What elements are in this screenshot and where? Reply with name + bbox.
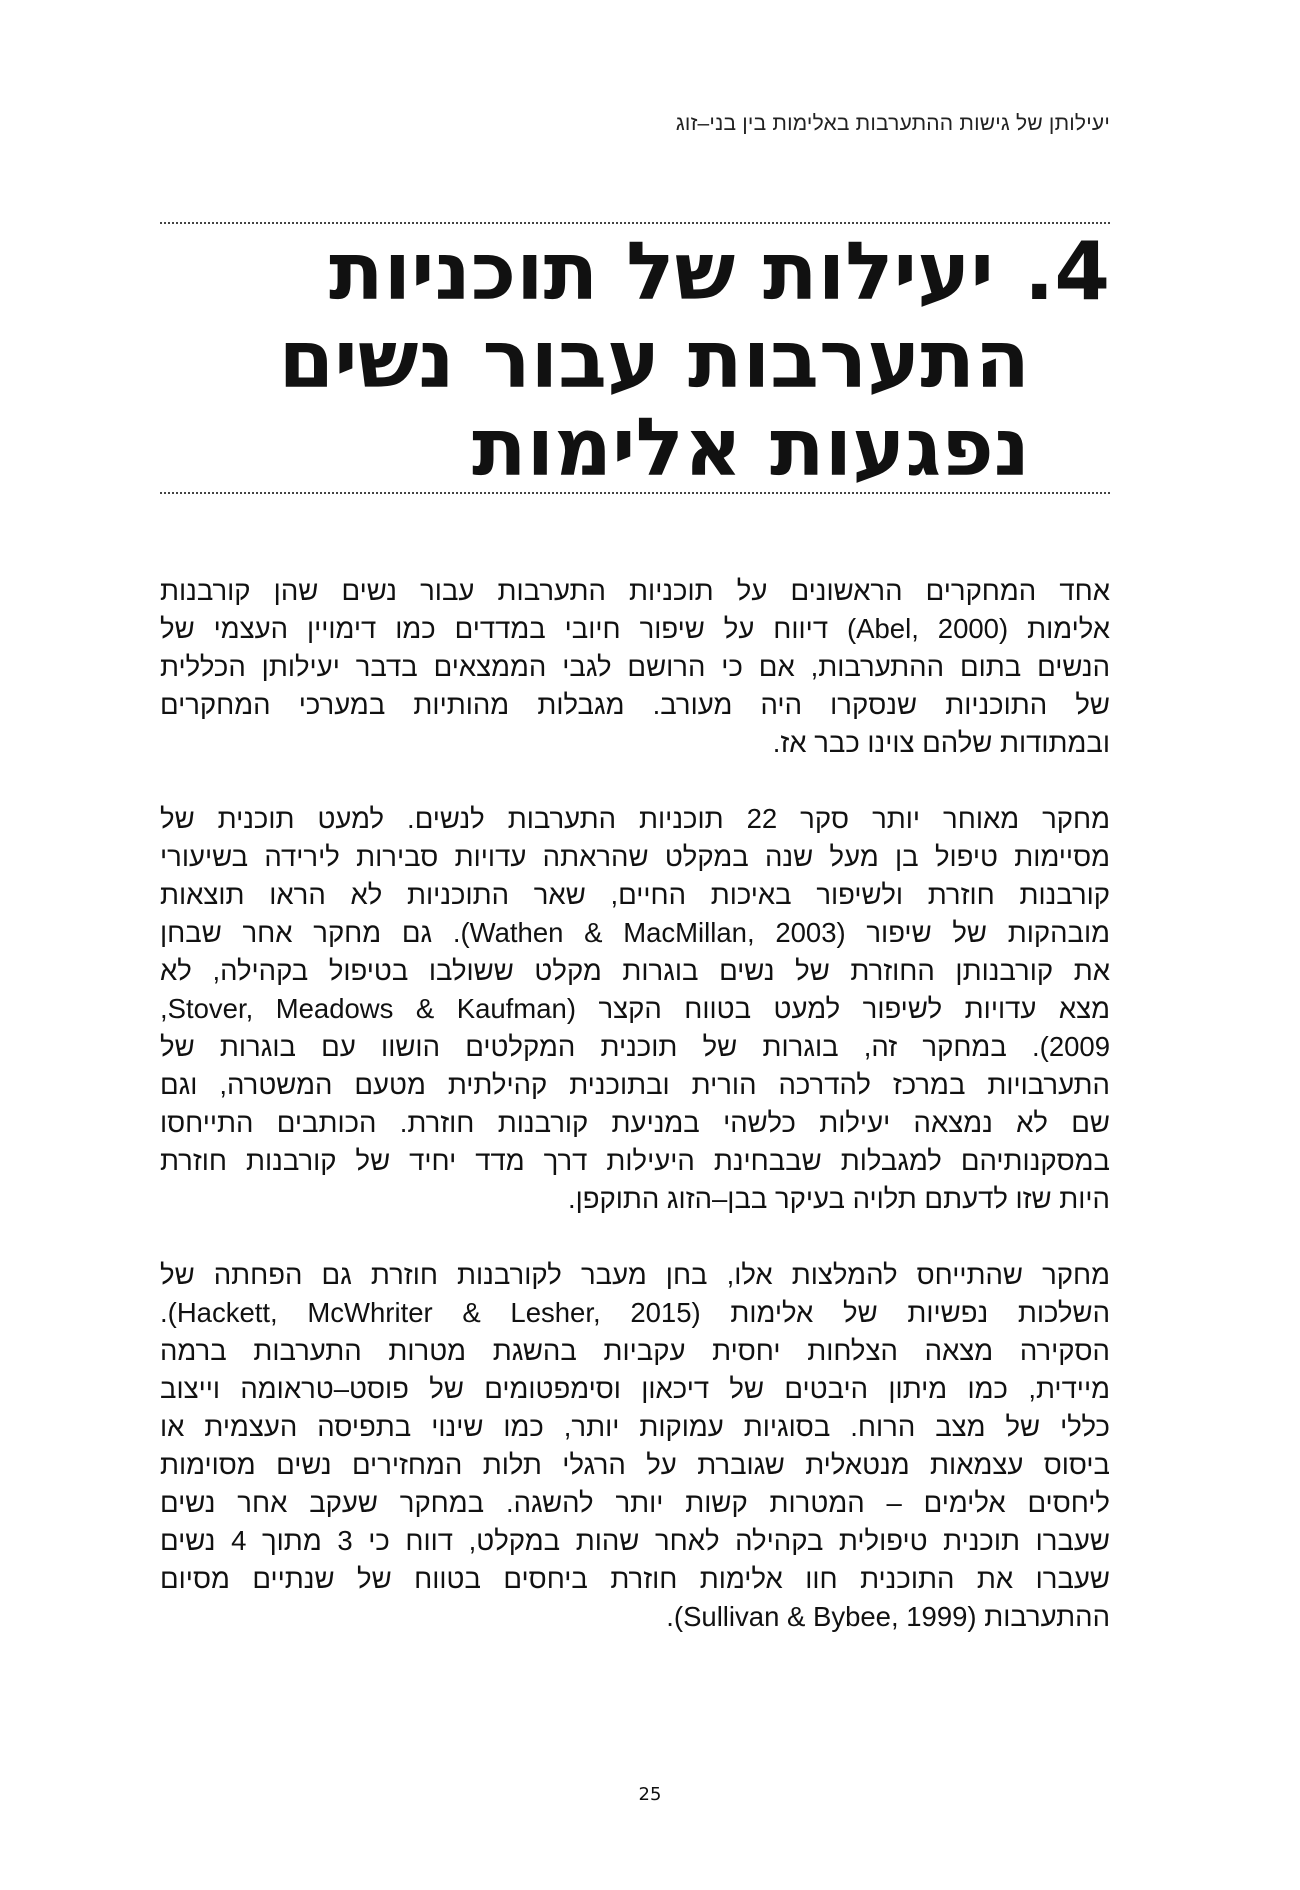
text-line: ביסוס עצמאות מנטאלית שגוברת על הרגלי תלות המחזירים נשים מסוימות bbox=[160, 1449, 1110, 1480]
text-line: כללי של מצב הרוח. בסוגיות עמוקות יותר, כמו שינוי בתפיסה העצמית או bbox=[160, 1411, 1110, 1442]
text-line: במסקנותיהם למגבלות שבבחינת היעילות דרך מדד יחיד של קורבנות חוזרת bbox=[160, 1145, 1110, 1176]
page-number: 25 bbox=[638, 1784, 662, 1805]
paragraph-2 bbox=[160, 800, 1110, 1218]
text-line: מצא עדויות לשיפור למעט בטווח הקצר (Stover, Meadows & Kaufman, bbox=[160, 993, 1110, 1024]
text-line: מחקר שהתייחס להמלצות אלו, בחן מעבר לקורבנות חוזרת גם הפחתה של bbox=[160, 1259, 1110, 1290]
text-line: אחד המחקרים הראשונים על תוכניות התערבות עבור נשים שהן קורבנות bbox=[160, 575, 1110, 606]
text-line: ובמתודות שלהם צוינו כבר אז. bbox=[772, 727, 1110, 758]
text-line: אלימות (Abel, 2000) דיווח על שיפור חיובי במדדים כמו דימויין העצמי של bbox=[160, 613, 1110, 644]
text-line: התערבויות במרכז להדרכה הורית ובתוכנית קהילתית מטעם המשטרה, וגם bbox=[160, 1069, 1110, 1100]
chapter-title-line-3: נפגעות אלימות bbox=[471, 401, 1030, 494]
chapter-title bbox=[278, 225, 1110, 494]
text-line: היות שזו לדעתם תלויה בעיקר בבן–הזוג התוקפן. bbox=[567, 1183, 1110, 1214]
text-line: את קורבנותן החוזרת של נשים בוגרות מקלט ששולבו בטיפול בקהילה, לא bbox=[160, 955, 1110, 986]
dotted-divider-bottom bbox=[160, 492, 1110, 494]
text-line: מיידית, כמו מיתון היבטים של דיכאון וסימפטומים של פוסט–טראומה וייצוב bbox=[160, 1373, 1110, 1404]
text-line: קורבנות חוזרת ולשיפור באיכות החיים, שאר התוכניות לא הראו תוצאות bbox=[160, 879, 1110, 910]
text-line: של התוכניות שנסקרו היה מעורב. מגבלות מהותיות במערכי המחקרים bbox=[160, 689, 1110, 720]
body-text bbox=[160, 572, 1110, 1674]
text-line: השלכות נפשיות של אלימות (Hackett, McWhriter & Lesher, 2015). bbox=[160, 1297, 1110, 1328]
chapter-title-line-2: התערבות עבור נשים bbox=[278, 313, 1030, 406]
text-line: מחקר מאוחר יותר סקר 22 תוכניות התערבות לנשים. למעט תוכנית של bbox=[160, 803, 1110, 834]
paragraph-3 bbox=[160, 1256, 1110, 1636]
text-line: שעברו את התוכנית חוו אלימות חוזרת ביחסים בטווח של שנתיים מסיום bbox=[160, 1563, 1110, 1594]
text-line: הנשים בתום ההתערבות, אם כי הרושם לגבי הממצאים בדבר יעילותן הכללית bbox=[160, 651, 1110, 682]
chapter-title-text-1: יעילות של תוכניות bbox=[328, 225, 994, 318]
text-line: שעברו תוכנית טיפולית בקהילה לאחר שהות במקלט, דווח כי 3 מתוך 4 נשים bbox=[160, 1525, 1110, 1556]
text-line: מסיימות טיפול בן מעל שנה במקלט שהראתה עדויות סבירות לירידה בשיעורי bbox=[160, 841, 1110, 872]
running-header: יעילותן של גישות ההתערבות באלימות בין בני–זוג bbox=[675, 112, 1110, 135]
text-line: הסקירה מצאה הצלחות יחסית עקביות בהשגת מטרות התערבות ברמה bbox=[160, 1335, 1110, 1366]
text-line: 2009). במחקר זה, בוגרות של תוכנית המקלטים הושוו עם בוגרות של bbox=[160, 1031, 1110, 1062]
dotted-divider-top bbox=[160, 222, 1110, 224]
text-line: ההתערבות (Sullivan & Bybee, 1999). bbox=[666, 1601, 1110, 1632]
paragraph-1 bbox=[160, 572, 1110, 762]
chapter-title-line-1 bbox=[278, 225, 1110, 318]
text-line: מובהקות של שיפור (Wathen & MacMillan, 2003). גם מחקר אחר שבחן bbox=[160, 917, 1110, 948]
text-line: שם לא נמצאה יעילות כלשהי במניעת קורבנות חוזרת. הכותבים התייחסו bbox=[160, 1107, 1110, 1138]
chapter-number: 4. bbox=[1023, 225, 1110, 318]
text-line: ליחסים אלימים – המטרות קשות יותר להשגה. במחקר שעקב אחר נשים bbox=[160, 1487, 1110, 1518]
